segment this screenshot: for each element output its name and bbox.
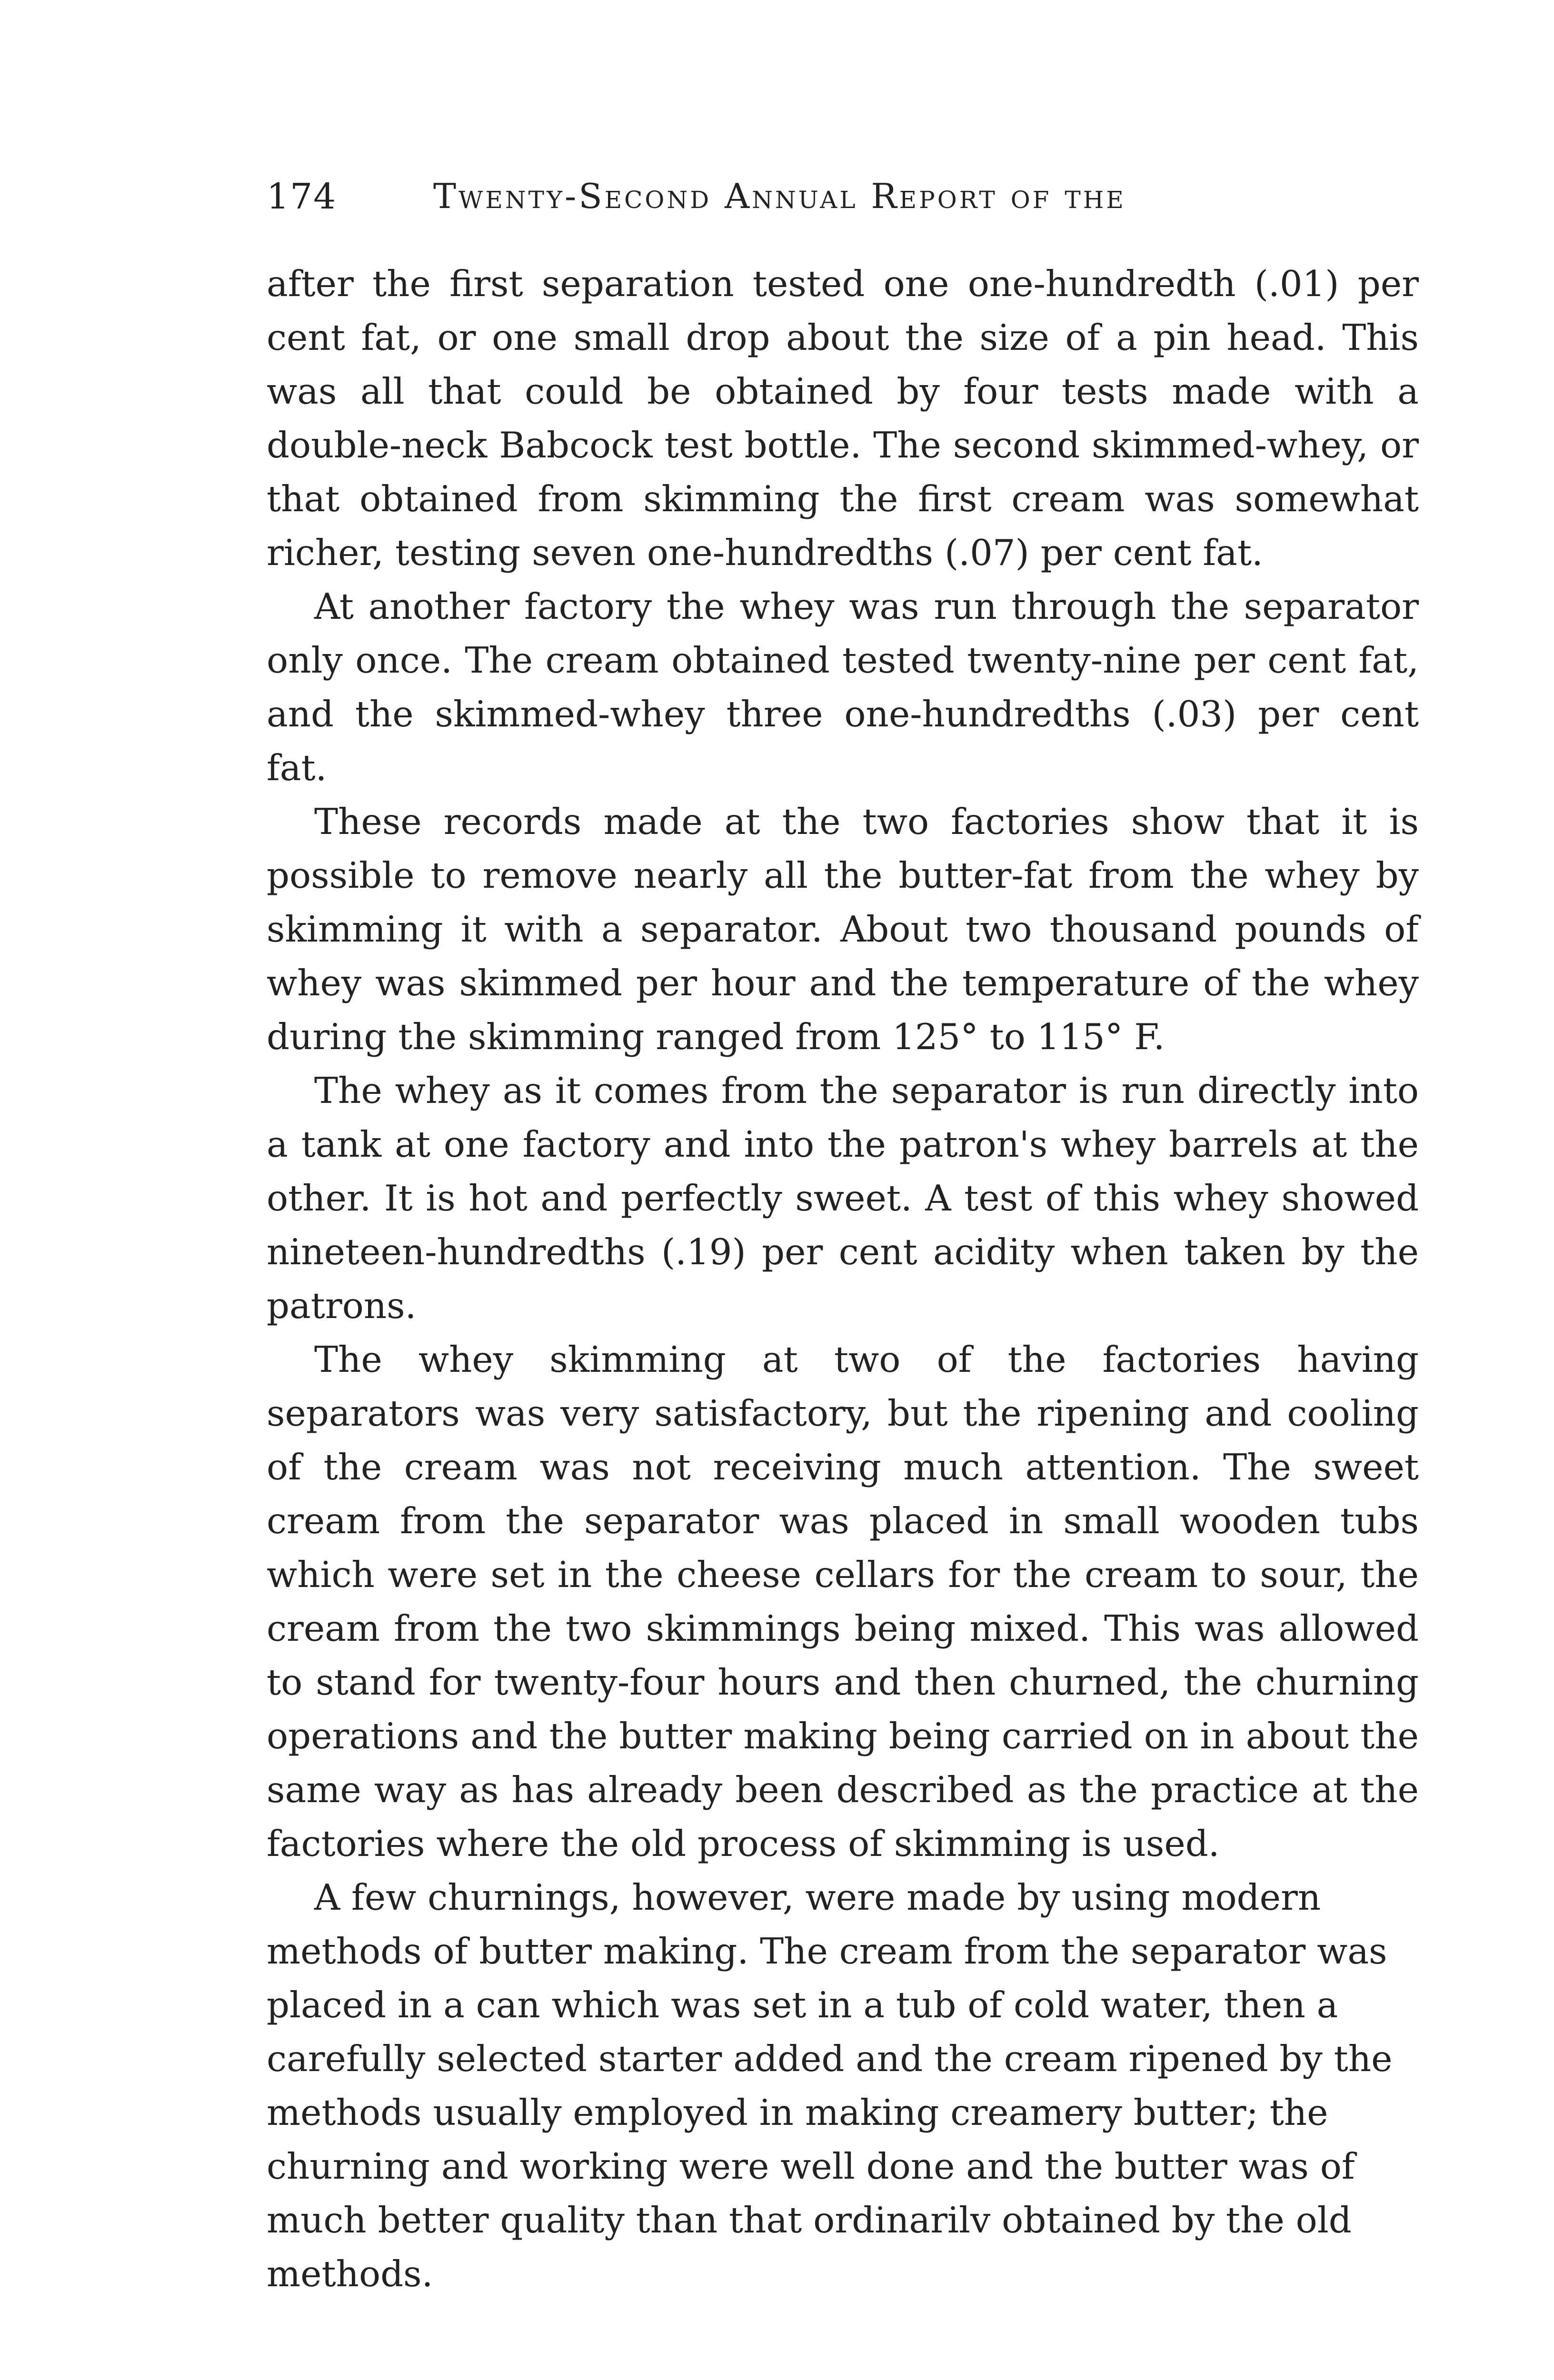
- paragraph-few-churnings: A few churnings, however, were made by using modern methods of butter making. The cream from the separator was placed in a can which was set in a tub of cold water, then a carefully selected starter added and the cream ripened by the methods usually employed in making creamery butter; the churning and working were well done and the butter was of much better quality than that ordinarilv obtained by the old methods.: [267, 1876, 1393, 2295]
- page-number: 174: [267, 176, 337, 217]
- body-text: [267, 257, 1419, 2301]
- page-header: [257, 176, 1419, 233]
- paragraph-continuation: after the first separation tested one one-hundredth (.01) per cent fat, or one small drop about the size of a pin head. This was all that could be obtained by four tests made with a double-neck Babcock test bottle. The second skimmed-whey, or that obtained from skimming the first cream was somewhat richer, testing seven one-hundredths (.07) per cent fat.: [267, 263, 1419, 574]
- paragraph-another-factory: At another factory the whey was run through the separator only once. The cream obtained tested twenty-nine per cent fat, and the skimmed-whey three one-hundredths (.03) per cent fat.: [267, 585, 1419, 789]
- paragraph-whey-skimming: The whey skimming at two of the factories having separators was very satisfactory, but the ripening and cooling of the cream was not receiving much attention. The sweet cream from the separator was placed in small wooden tubs which were set in the cheese cellars for the cream to sour, the cream from the two skimmings being mixed. This was allowed to stand for twenty-four hours and then churned, the churning operations and the butter making being carried on in about the same way as has already been described as the practice at the factories where the old process of skimming is used.: [267, 1339, 1419, 1864]
- paragraph-whey-from-separator: The whey as it comes from the separator is run directly into a tank at one factory and into the patron's whey barrels at the other. It is hot and perfectly sweet. A test of this whey showed nineteen-hundredths (.19) per cent acidity when taken by the patrons.: [267, 1070, 1419, 1327]
- running-head: Twenty-Second Annual Report of the: [433, 176, 1126, 216]
- paragraph-records: These records made at the two factories show that it is possible to remove nearly all the butter-fat from the whey by skimming it with a separator. About two thousand pounds of whey was skimmed per hour and the temperature of the whey during the skimming ranged from 125° to 115° F.: [267, 801, 1419, 1058]
